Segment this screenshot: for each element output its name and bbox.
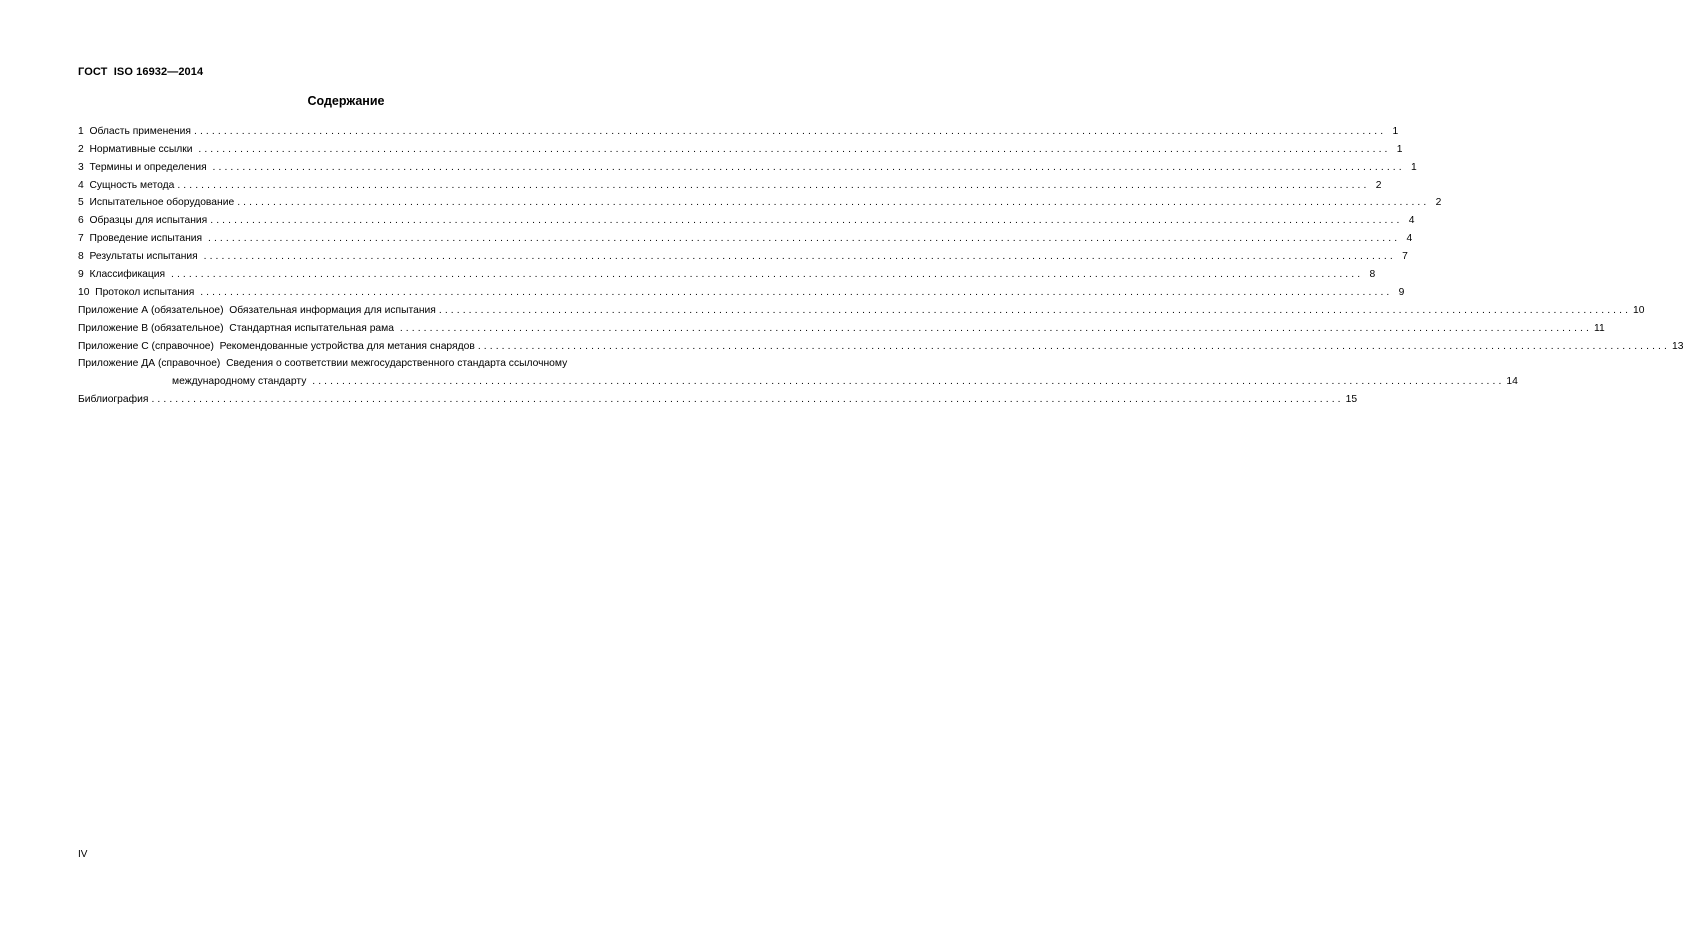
toc-entry[interactable] xyxy=(78,245,1408,263)
toc-entry-label: 4 Сущность метода xyxy=(78,179,175,191)
toc-entry-label: международному стандарту xyxy=(172,376,310,388)
toc-entry-page: 13 xyxy=(1671,340,1683,352)
toc-entry-label: Приложение С (справочное) Рекомендованные устройства для метания снарядов xyxy=(78,340,475,352)
toc-entry-page: 4 xyxy=(1406,233,1413,245)
toc-leader-dots: ........................................................................................................................................................................................................ xyxy=(177,179,1370,191)
toc-entry-page: 7 xyxy=(1402,251,1408,263)
toc-entry-label: 7 Проведение испытания xyxy=(78,233,205,245)
toc-leader-dots: ........................................................................................................................................................................................................ xyxy=(399,322,1592,334)
toc-entry[interactable] xyxy=(78,227,1413,245)
toc-leader-dots: ........................................................................................................................................................................................................ xyxy=(151,394,1344,406)
toc-entry-page: 9 xyxy=(1398,286,1405,298)
toc-leader-dots: ........................................................................................................................................................................................................ xyxy=(194,125,1387,137)
toc-entry-page: 10 xyxy=(1633,304,1645,316)
toc-entry[interactable] xyxy=(78,209,1415,227)
toc-leader-dots: ........................................................................................................................................................................................................ xyxy=(203,251,1396,263)
toc-entry-label: Приложение А (обязательное) Обязательная информация для испытания xyxy=(78,304,436,316)
toc-entry-page: 2 xyxy=(1375,179,1382,191)
toc-entry-label: Библиография xyxy=(78,394,149,406)
toc-leader-dots: ........................................................................................................................................................................................................ xyxy=(198,143,1391,155)
toc-entry-label: 6 Образцы для испытания xyxy=(78,215,208,227)
toc-entry[interactable] xyxy=(78,120,1399,138)
toc-entry-continuation[interactable] xyxy=(78,370,1518,388)
toc-leader-dots: ........................................................................................................................................................................................................ xyxy=(237,197,1430,209)
toc-entry-page: 1 xyxy=(1410,161,1417,173)
toc-entry-page: 8 xyxy=(1369,269,1376,281)
toc-entry-page: 2 xyxy=(1435,197,1442,209)
toc-leader-dots: ........................................................................................................................................................................................................ xyxy=(171,269,1364,281)
toc-entry-page: 15 xyxy=(1345,394,1358,406)
toc-entry-label: 5 Испытательное оборудование xyxy=(78,197,235,209)
toc-entry[interactable] xyxy=(78,174,1382,192)
toc-leader-dots: ........................................................................................................................................................................................................ xyxy=(208,233,1401,245)
toc-entry-label: 10 Протокол испытания xyxy=(78,286,198,298)
toc-leader-dots: ........................................................................................................................................................................................................ xyxy=(200,286,1393,298)
toc-entry-label: Приложение В (обязательное) Стандартная испытательная рама xyxy=(78,322,397,334)
toc-entry-page: 14 xyxy=(1506,376,1518,388)
toc-entry[interactable] xyxy=(78,281,1405,299)
toc-leader-dots: ........................................................................................................................................................................................................ xyxy=(210,215,1403,227)
toc-entry[interactable] xyxy=(78,192,1442,210)
toc-title: Содержание xyxy=(307,94,385,108)
table-of-contents xyxy=(78,120,1683,406)
toc-entry[interactable] xyxy=(78,156,1417,174)
toc-entry-page: 11 xyxy=(1593,322,1605,334)
toc-leader-dots: ........................................................................................................................................................................................................ xyxy=(477,340,1670,352)
toc-entry[interactable] xyxy=(78,388,1358,406)
toc-entry-label: 2 Нормативные ссылки xyxy=(78,143,196,155)
toc-entry[interactable] xyxy=(78,138,1403,156)
toc-entry[interactable] xyxy=(78,317,1605,335)
toc-entry[interactable] xyxy=(78,335,1683,353)
toc-entry-label: 3 Термины и определения xyxy=(78,161,210,173)
toc-entry[interactable] xyxy=(78,353,614,371)
toc-leader-dots: ........................................................................................................................................................................................................ xyxy=(212,161,1405,173)
toc-entry-page: 1 xyxy=(1396,143,1403,155)
document-header: ГОСТ ISO 16932—2014 xyxy=(78,66,204,78)
toc-entry-label: 9 Классификация xyxy=(78,269,168,281)
page-number: IV xyxy=(78,849,88,860)
toc-entry[interactable] xyxy=(78,263,1376,281)
toc-entry-label: Приложение ДА (справочное) Сведения о соответствии межгосударственного стандарта ссылочному xyxy=(78,358,568,370)
toc-entry-label: 8 Результаты испытания xyxy=(78,251,201,263)
toc-entry-page: 4 xyxy=(1408,215,1415,227)
toc-leader-dots: ........................................................................................................................................................................................................ xyxy=(312,376,1505,388)
toc-entry-label: 1 Область применения xyxy=(78,125,192,137)
toc-entry-page: 1 xyxy=(1392,125,1399,137)
toc-leader-dots: ........................................................................................................................................................................................................ xyxy=(438,304,1632,316)
toc-entry[interactable] xyxy=(78,299,1645,317)
